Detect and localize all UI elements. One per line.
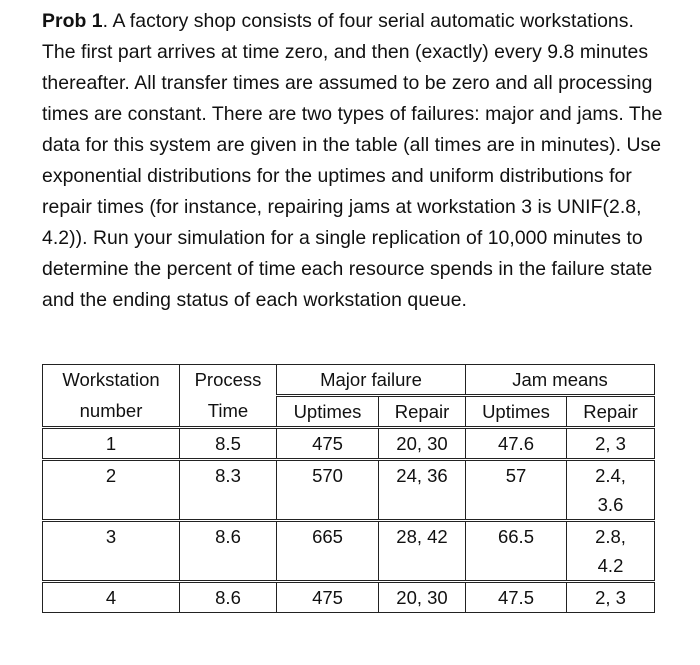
header-jam-uptimes: Uptimes [466, 396, 567, 428]
problem-label: Prob 1 [42, 10, 103, 32]
cell-major-repair: 20, 30 [379, 582, 466, 613]
header-major-repair: Repair [379, 396, 466, 428]
header-jam-means: Jam means [466, 365, 655, 396]
cell-jam-repair: 2, 3 [567, 582, 655, 613]
cell-major-uptime: 475 [277, 428, 379, 460]
cell-jam-repair: 2, 3 [567, 428, 655, 460]
problem-text: . A factory shop consists of four serial automatic workstations. The first part arrives at time zero, and then (exactly) every 9.8 minutes thereafter. All transfer times are assumed to be zero and all processing times are constant. There are two types of failures: major and jams. The data for this system are given in the table (all times are in minutes). Use exponential distributions for the uptimes and uniform distributions for repair times (for instance, repairing jams at workstation 3 is UNIF(2.8, 4.2)). Run your simulation for a single replication of 10,000 minutes to determine the percent of time each resource spends in the failure state and the ending status of each workstation queue. [42, 10, 663, 311]
cell-jam-uptime: 47.6 [466, 428, 567, 460]
header-process: Process [180, 365, 277, 396]
cell-number: 1 [43, 428, 180, 460]
header-workstation: Workstation [43, 365, 180, 396]
header-time: Time [180, 396, 277, 428]
cell-major-repair: 20, 30 [379, 428, 466, 460]
cell-jam-uptime: 47.5 [466, 582, 567, 613]
table-header-row-2 [43, 396, 655, 428]
table-header-row-1 [43, 365, 655, 396]
cell-major-repair: 24, 36 [379, 460, 466, 521]
cell-jam-repair-continued: 4.2 [567, 551, 655, 582]
table-row-2 [43, 460, 655, 491]
table-row-4 [43, 582, 655, 613]
cell-time: 8.6 [180, 521, 277, 582]
cell-jam-repair-continued: 3.6 [567, 490, 655, 521]
header-number: number [43, 396, 180, 428]
cell-major-repair: 28, 42 [379, 521, 466, 582]
table-row-3 [43, 521, 655, 552]
cell-major-uptime: 475 [277, 582, 379, 613]
cell-number: 2 [43, 460, 180, 521]
cell-major-uptime: 570 [277, 460, 379, 521]
table-row-1 [43, 428, 655, 460]
cell-jam-repair: 2.4, [567, 460, 655, 491]
header-major-uptimes: Uptimes [277, 396, 379, 428]
cell-time: 8.3 [180, 460, 277, 521]
workstation-data-table [42, 364, 655, 613]
cell-number: 4 [43, 582, 180, 613]
header-jam-repair: Repair [567, 396, 655, 428]
cell-number: 3 [43, 521, 180, 582]
problem-statement [42, 6, 667, 316]
cell-time: 8.6 [180, 582, 277, 613]
cell-jam-uptime: 57 [466, 460, 567, 521]
header-major-failure: Major failure [277, 365, 466, 396]
cell-major-uptime: 665 [277, 521, 379, 582]
cell-time: 8.5 [180, 428, 277, 460]
cell-jam-repair: 2.8, [567, 521, 655, 552]
cell-jam-uptime: 66.5 [466, 521, 567, 582]
